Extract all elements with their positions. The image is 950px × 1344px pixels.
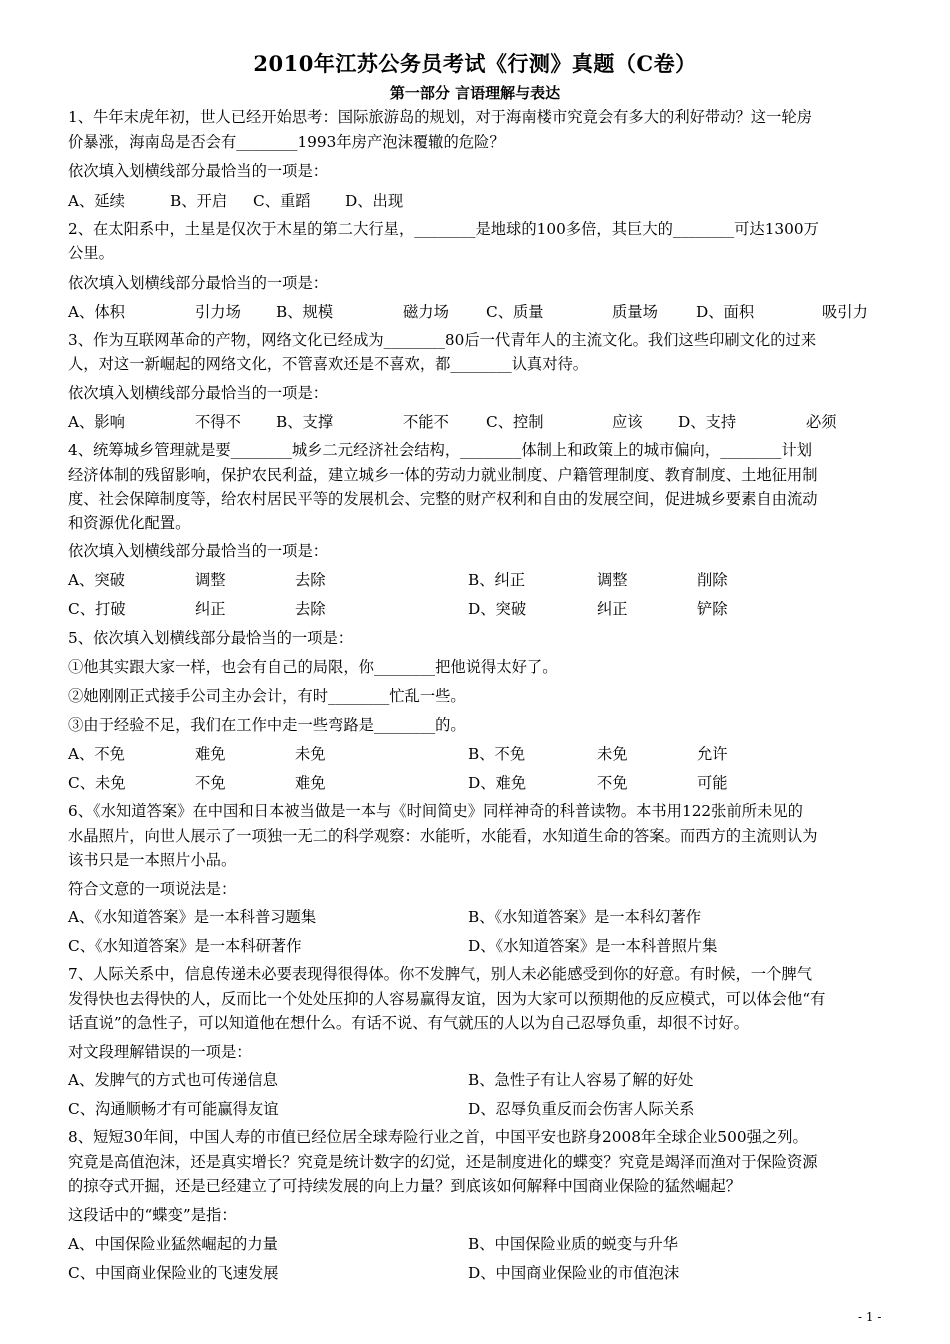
q2-option: 引力场 [195,303,241,321]
q7-option: C、沟通顺畅才有可能赢得友谊 [68,1100,279,1118]
q7-text-line: 7、人际关系中，信息传递未必要表现得很得体。你不发脾气，别人未必能感受到你的好意。有时候，一个脾气 [68,965,812,983]
q2-prompt: 依次填入划横线部分最恰当的一项是： [68,274,329,292]
q8-text-line: 究竟是高值泡沫，还是真实增长？究竟是统计数字的幻觉，还是制度进化的蝶变？究竟是竭泽而渔对于保险资源 [68,1153,818,1171]
q4-text-line: 4、统筹城乡管理就是要________城乡二元经济社会结构，________体制上和政策上的城市偏向，________计划 [68,441,812,459]
page-title: 2010年江苏公务员考试《行测》真题（C卷） [253,51,697,76]
q1-text-line: 价暴涨，海南岛是否会有________1993年房产泡沫覆辙的危险？ [68,133,505,151]
q5-option: 难免 [295,774,326,792]
q5-sentence: ②她刚刚正式接手公司主办会计，有时________忙乱一些。 [68,687,466,705]
q4-option: B、纠正 [468,571,526,589]
q5-option: A、不免 [68,745,125,763]
q4-option: 去除 [295,571,326,589]
q3-option: C、控制 [486,413,544,431]
q1-option: B、开启 [170,192,228,210]
q4-text-line: 度、社会保障制度等，给农村居民平等的发展机会、完整的财产权利和自由的发展空间，促进城乡要素自由流动 [68,490,818,508]
q5-option: C、未免 [68,774,126,792]
q2-text-line: 公里。 [68,244,114,262]
q3-option: 必须 [806,413,837,431]
q3-option: D、支持 [678,413,737,431]
q7-text-line: 发得快也去得快的人，反而比一个处处压抑的人容易赢得友谊，因为大家可以预期他的反应模式，可以体会他“有 [68,990,826,1008]
q6-text-line: 该书只是一本照片小品。 [68,851,237,869]
q5-option: 可能 [697,774,728,792]
q1-text-line: 1、牛年末虎年初，世人已经开始思考：国际旅游岛的规划，对于海南楼市究竟会有多大的利好带动？这一轮房 [68,108,812,126]
q8-prompt: 这段话中的“蝶变”是指： [68,1206,237,1224]
page-number: - 1 - [858,1310,882,1324]
q1-option: D、出现 [345,192,404,210]
q3-option: 不得不 [195,413,241,431]
q3-option: A、影响 [68,413,125,431]
q5-option: 难免 [195,745,226,763]
q4-option: 调整 [195,571,226,589]
q4-option: 去除 [295,600,326,618]
q2-option: A、体积 [68,303,125,321]
q4-prompt: 依次填入划横线部分最恰当的一项是： [68,542,329,560]
q5-option: 不免 [597,774,628,792]
q6-text-line: 水晶照片，向世人展示了一项独一无二的科学观察：水能听，水能看，水知道生命的答案。而西方的主流则认为 [68,827,818,845]
q5-option: 允许 [697,745,728,763]
q4-option: D、突破 [468,600,527,618]
q1-prompt: 依次填入划横线部分最恰当的一项是： [68,162,329,180]
q8-text-line: 8、短短30年间，中国人寿的市值已经位居全球寿险行业之首，中国平安也跻身2008年全球企业500强之列。 [68,1128,808,1146]
q3-prompt: 依次填入划横线部分最恰当的一项是： [68,384,329,402]
q6-text-line: 6、《水知道答案》在中国和日本被当做是一本与《时间简史》同样神奇的科普读物。本书用122张前所未见的 [68,802,803,820]
q5-sentence: ③由于经验不足，我们在工作中走一些弯路是________的。 [68,716,466,734]
q6-prompt: 符合文意的一项说法是： [68,880,237,898]
q2-option: 磁力场 [403,303,449,321]
q2-option: C、质量 [486,303,544,321]
q4-option: A、突破 [68,571,125,589]
q8-option: D、中国商业保险业的市值泡沫 [468,1264,680,1282]
q2-option: B、规模 [276,303,334,321]
q7-option: D、忍辱负重反而会伤害人际关系 [468,1100,695,1118]
q1-option: A、延续 [68,192,125,210]
q7-prompt: 对文段理解错误的一项是： [68,1043,252,1061]
q8-option: C、中国商业保险业的飞速发展 [68,1264,279,1282]
q4-text-line: 经济体制的残留影响，保护农民利益，建立城乡一体的劳动力就业制度、户籍管理制度、教育制度、土地征用制 [68,466,818,484]
q5-option: 不免 [195,774,226,792]
q6-option: D、《水知道答案》是一本科普照片集 [468,937,718,955]
q2-option: D、面积 [696,303,755,321]
q8-option: A、中国保险业猛然崛起的力量 [68,1235,278,1253]
q4-option: 削除 [697,571,728,589]
q4-option: 调整 [597,571,628,589]
q3-option: 不能不 [403,413,449,431]
q2-text-line: 2、在太阳系中，土星是仅次于木星的第二大行星，________是地球的100多倍，其巨大的________可达1300万 [68,220,819,238]
q5-option: 未免 [597,745,628,763]
q7-text-line: 话直说”的急性子，可以知道他在想什么。有话不说、有气就压的人以为自己忍辱负重，却很不讨好。 [68,1014,749,1032]
q8-text-line: 的掠夺式开掘，还是已经建立了可持续发展的向上力量？到底该如何解释中国商业保险的猛然崛起？ [68,1177,742,1195]
q5-sentence: ①他其实跟大家一样，也会有自己的局限，你________把他说得太好了。 [68,658,558,676]
q4-option: 纠正 [195,600,226,618]
q5-option: D、难免 [468,774,527,792]
q4-text-line: 和资源优化配置。 [68,514,191,532]
q1-option: C、重蹈 [253,192,311,210]
q6-option: C、《水知道答案》是一本科研著作 [68,937,302,955]
q3-text-line: 人，对这一新崛起的网络文化，不管喜欢还是不喜欢，都________认真对待。 [68,355,589,373]
q4-option: C、打破 [68,600,126,618]
q8-option: B、中国保险业质的蜕变与升华 [468,1235,679,1253]
q4-option: 铲除 [697,600,728,618]
q5-text-line: 5、依次填入划横线部分最恰当的一项是： [68,629,354,647]
q7-option: A、发脾气的方式也可传递信息 [68,1071,278,1089]
q2-option: 质量场 [612,303,658,321]
q4-option: 纠正 [597,600,628,618]
q6-option: B、《水知道答案》是一本科幻著作 [468,908,702,926]
q3-option: B、支撑 [276,413,334,431]
q2-option: 吸引力 [822,303,868,321]
section-heading: 第一部分 言语理解与表达 [389,84,561,102]
q6-option: A、《水知道答案》是一本科普习题集 [68,908,317,926]
q5-option: B、不免 [468,745,526,763]
q7-option: B、急性子有让人容易了解的好处 [468,1071,694,1089]
q3-option: 应该 [612,413,643,431]
q5-option: 未免 [295,745,326,763]
q3-text-line: 3、作为互联网革命的产物，网络文化已经成为________80后一代青年人的主流文化。我们这些印刷文化的过来 [68,331,817,349]
